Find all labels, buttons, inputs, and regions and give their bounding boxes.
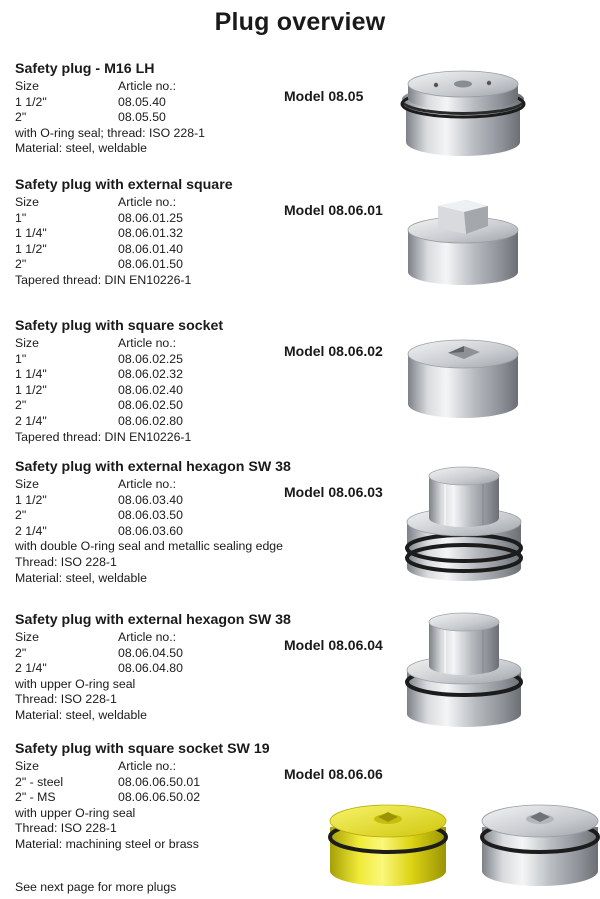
table-header xyxy=(15,759,305,775)
table-row xyxy=(15,211,305,227)
plug-080602-image xyxy=(404,330,522,426)
table-row xyxy=(15,367,305,383)
size-cell: 2" xyxy=(15,398,27,413)
size-cell: 1 1/2" xyxy=(15,94,47,109)
section-model-080603 xyxy=(15,458,305,586)
note: Material: steel, weldable xyxy=(15,707,147,722)
note: Thread: ISO 228-1 xyxy=(15,692,117,707)
article-cell: 08.06.02.80 xyxy=(118,413,183,428)
note: Material: machining steel or brass xyxy=(15,836,199,851)
size-cell: 2" - steel xyxy=(15,774,64,789)
size-cell: 2" xyxy=(15,508,27,523)
plug-080601-image xyxy=(404,192,522,288)
article-header: Article no.: xyxy=(118,759,177,773)
model-label: Model 08.06.04 xyxy=(284,637,383,653)
section-heading: Safety plug with square socket SW 19 xyxy=(15,741,270,757)
table-header xyxy=(15,79,305,95)
table-row xyxy=(15,383,305,399)
article-cell: 08.06.03.60 xyxy=(118,523,183,538)
article-cell: 08.06.03.50 xyxy=(118,508,183,523)
table-row xyxy=(15,110,305,126)
table-row xyxy=(15,95,305,111)
table-header xyxy=(15,477,305,493)
article-header: Article no.: xyxy=(118,79,177,93)
table-row xyxy=(15,398,305,414)
size-cell: 1" xyxy=(15,351,27,366)
table-row xyxy=(15,790,305,806)
note: Tapered thread: DIN EN10226-1 xyxy=(15,429,192,444)
model-label: Model 08.05 xyxy=(284,88,364,104)
article-cell: 08.05.50 xyxy=(118,110,166,125)
article-cell: 08.06.02.25 xyxy=(118,351,183,366)
note: Thread: ISO 228-1 xyxy=(15,821,117,836)
article-cell: 08.06.03.40 xyxy=(118,492,183,507)
model-label: Model 08.06.06 xyxy=(284,766,383,782)
article-cell: 08.06.01.50 xyxy=(118,257,183,272)
table-header xyxy=(15,195,305,211)
table-row xyxy=(15,775,305,791)
article-cell: 08.06.02.50 xyxy=(118,398,183,413)
article-header: Article no.: xyxy=(118,336,177,350)
section-model-080604 xyxy=(15,611,305,724)
article-cell: 08.06.02.40 xyxy=(118,382,183,397)
article-cell: 08.06.06.50.01 xyxy=(118,774,201,789)
plug-080606-yellow-image xyxy=(326,797,450,889)
note: Tapered thread: DIN EN10226-1 xyxy=(15,272,192,287)
table-row xyxy=(15,661,305,677)
article-cell: 08.06.04.50 xyxy=(118,645,183,660)
note: Material: steel, weldable xyxy=(15,570,147,585)
size-cell: 2 1/4" xyxy=(15,523,47,538)
article-cell: 08.06.01.40 xyxy=(118,241,183,256)
model-label: Model 08.06.03 xyxy=(284,484,383,500)
size-cell: 2" - MS xyxy=(15,790,56,805)
size-header: Size xyxy=(15,336,39,350)
table-row xyxy=(15,493,305,509)
article-header: Article no.: xyxy=(118,477,177,491)
note: Material: steel, weldable xyxy=(15,141,147,156)
size-cell: 1 1/2" xyxy=(15,382,47,397)
size-cell: 2" xyxy=(15,645,27,660)
plug-080604-image xyxy=(403,606,525,730)
table-row xyxy=(15,352,305,368)
page-title: Plug overview xyxy=(214,8,386,36)
note: with upper O-ring seal xyxy=(15,676,136,691)
table-row xyxy=(15,226,305,242)
article-header: Article no.: xyxy=(118,630,177,644)
size-header: Size xyxy=(15,759,39,773)
size-header: Size xyxy=(15,630,39,644)
table-row xyxy=(15,257,305,273)
table-row xyxy=(15,508,305,524)
article-cell: 08.06.06.50.02 xyxy=(118,790,201,805)
article-cell: 08.06.04.80 xyxy=(118,661,183,676)
model-label: Model 08.06.02 xyxy=(284,343,383,359)
size-header: Size xyxy=(15,195,39,209)
size-cell: 1" xyxy=(15,210,27,225)
size-cell: 2" xyxy=(15,257,27,272)
table-header xyxy=(15,336,305,352)
article-header: Article no.: xyxy=(118,195,177,209)
section-model-080601 xyxy=(15,176,305,289)
section-heading: Safety plug - M16 LH xyxy=(15,61,155,77)
section-model-080606 xyxy=(15,740,305,853)
size-cell: 1 1/2" xyxy=(15,241,47,256)
table-row xyxy=(15,646,305,662)
article-cell: 08.06.01.25 xyxy=(118,210,183,225)
section-heading: Safety plug with external hexagon SW 38 xyxy=(15,612,291,628)
plug-080603-image xyxy=(403,462,525,586)
size-header: Size xyxy=(15,79,39,93)
plug-080606-steel-image xyxy=(478,797,600,889)
note: Thread: ISO 228-1 xyxy=(15,554,117,569)
section-model-0805 xyxy=(15,60,305,157)
size-cell: 2" xyxy=(15,110,27,125)
section-heading: Safety plug with external square xyxy=(15,177,233,193)
size-cell: 1 1/4" xyxy=(15,226,47,241)
size-cell: 1 1/2" xyxy=(15,492,47,507)
size-cell: 2 1/4" xyxy=(15,413,47,428)
size-cell: 2 1/4" xyxy=(15,661,47,676)
table-row xyxy=(15,524,305,540)
model-label: Model 08.06.01 xyxy=(284,202,383,218)
note: with double O-ring seal and metallic sealing edge xyxy=(15,539,283,554)
section-heading: Safety plug with external hexagon SW 38 xyxy=(15,459,291,475)
article-cell: 08.05.40 xyxy=(118,94,166,109)
note: with upper O-ring seal xyxy=(15,805,136,820)
article-cell: 08.06.01.32 xyxy=(118,226,183,241)
plug-0805-image xyxy=(398,64,528,160)
table-header xyxy=(15,630,305,646)
section-model-080602 xyxy=(15,317,305,445)
table-row xyxy=(15,414,305,430)
section-heading: Safety plug with square socket xyxy=(15,318,224,334)
table-row xyxy=(15,242,305,258)
size-cell: 1 1/4" xyxy=(15,367,47,382)
article-cell: 08.06.02.32 xyxy=(118,367,183,382)
size-header: Size xyxy=(15,477,39,491)
footer-note: See next page for more plugs xyxy=(15,880,177,894)
note: with O-ring seal; thread: ISO 228-1 xyxy=(15,125,206,140)
